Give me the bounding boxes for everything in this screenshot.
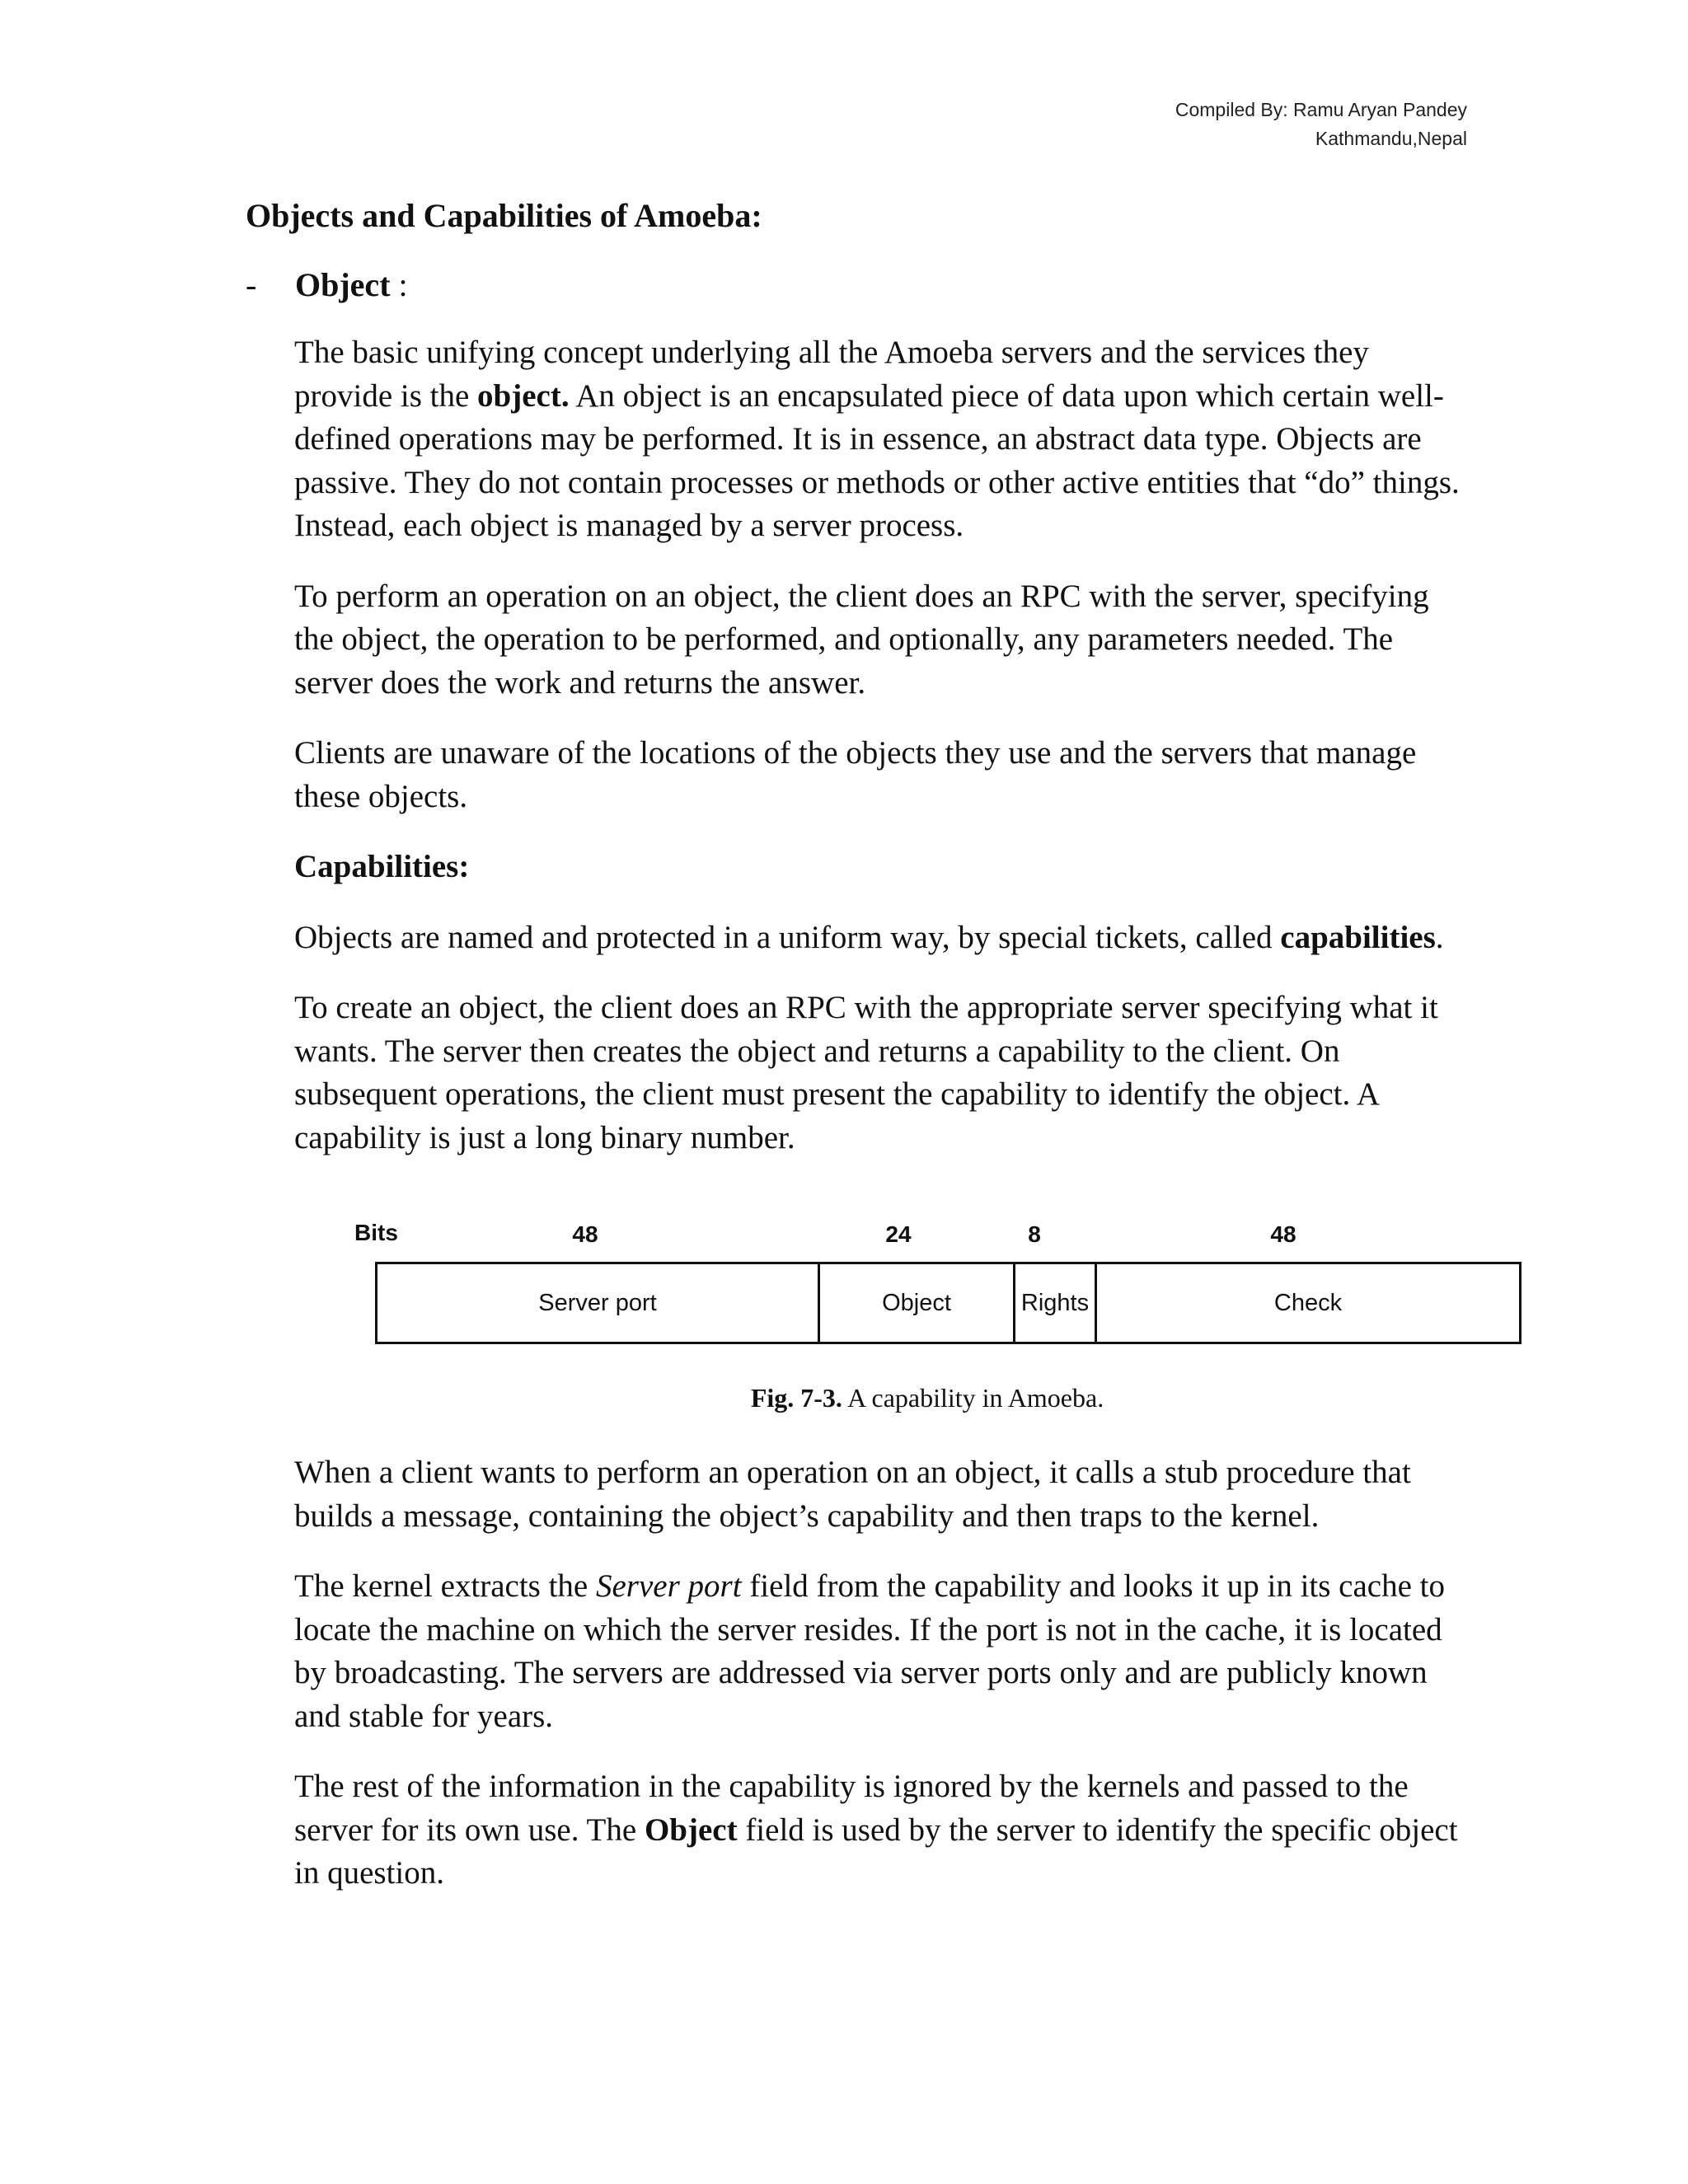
object-colon: : xyxy=(390,266,408,303)
text-run: An object is an encapsulated piece of data upon which certain well-defined operations may be performed. It is in essence, an abstract data type. Objects are passive. They do not contain processes or methods or other active entities that “do” things. Instead, each object is managed by a server process. xyxy=(294,377,1460,543)
body-text-after-figure xyxy=(294,1451,1473,1923)
text-run: . xyxy=(1435,919,1444,955)
object-bullet xyxy=(246,265,408,304)
object-label: Object xyxy=(295,266,391,303)
bold-term-object-field: Object xyxy=(644,1811,738,1848)
bold-term-object: object. xyxy=(477,377,570,414)
capabilities-heading: Capabilities: xyxy=(294,849,470,884)
capability-figure xyxy=(354,1216,1500,1431)
bits-server-port: 48 xyxy=(572,1221,598,1247)
page-header xyxy=(1175,96,1467,153)
paragraph-rpc: To perform an operation on an object, the client does an RPC with the server, specifying the object, the operation to be performed, and optionally, any parameters needed. The server does the work and returns the answer. xyxy=(294,578,1429,701)
paragraph-capabilities-naming xyxy=(294,916,1473,960)
bold-term-capabilities: capabilities xyxy=(1280,919,1436,955)
paragraph-rest-of-info xyxy=(294,1765,1473,1896)
bits-label: Bits xyxy=(354,1220,398,1245)
compiled-by: Compiled By: Ramu Aryan Pandey xyxy=(1175,99,1467,120)
paragraph-stub-procedure: When a client wants to perform an operation on an object, it calls a stub procedure that builds a message, containing the object’s capability and then traps to the kernel. xyxy=(294,1455,1411,1534)
field-check: Check xyxy=(1095,1262,1522,1344)
paragraph-create-object: To create an object, the client does an RPC with the appropriate server specifying what it wants. The server then creates the object and returns a capability to the client. On subsequent operations, the client must present the capability to identify the object. A capability is just a long binary number. xyxy=(294,990,1438,1155)
field-server-port: Server port xyxy=(375,1262,820,1344)
caption-label: Fig. 7-3. xyxy=(750,1383,842,1413)
text-run: The basic unifying concept underlying all the Amoeba servers and the services they provide is the xyxy=(294,335,1369,414)
bullet-dash: - xyxy=(246,266,257,303)
italic-term-server-port: Server port xyxy=(596,1568,742,1604)
text-run: Objects are named and protected in a uniform way, by special tickets, called xyxy=(294,919,1281,955)
section-title: Objects and Capabilities of Amoeba: xyxy=(246,197,762,234)
text-run: The rest of the information in the capability is ignored by the kernels and passed to the server for its own use. The xyxy=(294,1769,1409,1848)
paragraph-object-definition xyxy=(294,331,1473,548)
bits-object: 24 xyxy=(885,1221,912,1247)
field-object: Object xyxy=(818,1262,1015,1344)
bits-rights: 8 xyxy=(1028,1221,1041,1247)
paragraph-kernel-extracts xyxy=(294,1565,1473,1738)
bits-check: 48 xyxy=(1270,1221,1296,1247)
location: Kathmandu,Nepal xyxy=(1315,128,1467,149)
caption-text: A capability in Amoeba. xyxy=(842,1383,1104,1413)
figure-caption xyxy=(354,1383,1500,1413)
text-run: field is used by the server to identify the specific object in question. xyxy=(294,1811,1458,1891)
paragraph-clients: Clients are unaware of the locations of the objects they use and the servers that manage these objects. xyxy=(294,735,1417,814)
field-rights: Rights xyxy=(1013,1262,1097,1344)
text-run: field from the capability and looks it up in its cache to locate the machine on which the server resides. If the port is not in the cache, it is located by broadcasting. The servers are addressed via server ports only and are publicly known and stable for years. xyxy=(294,1568,1446,1734)
body-text xyxy=(294,331,1473,1187)
text-run: The kernel extracts the xyxy=(294,1568,596,1604)
